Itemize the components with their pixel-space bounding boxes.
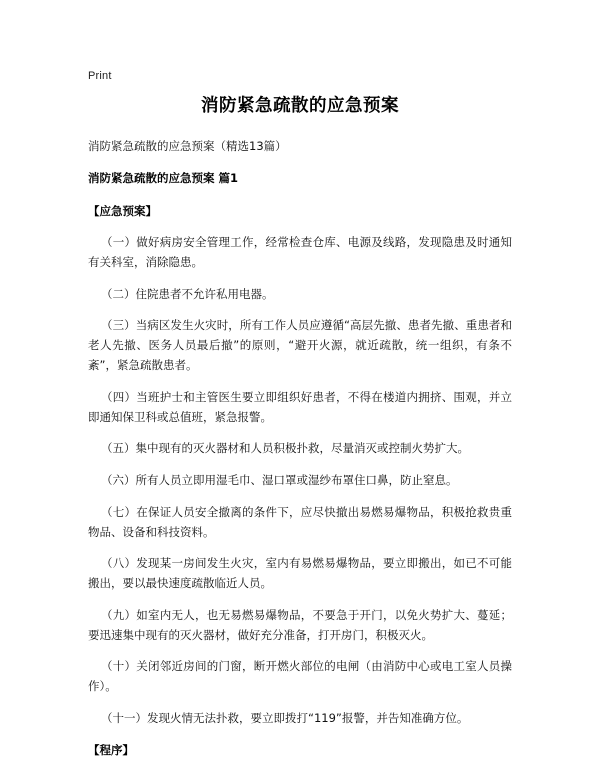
paragraph-2: （二）住院患者不允许私用电器。	[101, 286, 274, 301]
procedure-section-label: 【程序】	[88, 742, 134, 757]
paragraph-4: （四）当班护士和主管医生要立即组织好患者，不得在楼道内拥挤、围观，并立即通知保卫科或总值班，紧急报警。	[88, 389, 512, 424]
paragraph-11: （十一）发现火情无法扑救，要立即拨打“119”报警，并告知准确方位。	[101, 710, 469, 725]
document-content	[88, 92, 512, 772]
document-subtitle: 消防紧急疏散的应急预案（精选13篇）	[88, 139, 287, 153]
paragraph-7: （七）在保证人员安全撤离的条件下，应尽快撤出易燃易爆物品，积极抢救贵重物品、设备和科技资料。	[88, 504, 512, 539]
print-button[interactable]: Print	[88, 70, 112, 82]
paragraph-10: （十）关闭邻近房间的门窗，断开燃火部位的电闸（由消防中心或电工室人员操作）。	[88, 659, 512, 694]
paragraph-3: （三）当病区发生火灾时，所有工作人员应遵循“高层先撤、患者先撤、重患者和老人先撤、医务人员最后撤”的原则，“避开火源，就近疏散，统一组织，有条不紊”，紧急疏散患者。	[88, 318, 512, 372]
plan-section-label: 【应急预案】	[88, 203, 157, 218]
section-heading: 消防紧急疏散的应急预案 篇1	[88, 171, 239, 186]
paragraph-8: （八）发现某一房间发生火灾，室内有易燃易爆物品，要立即搬出，如已不可能搬出，要以最快速度疏散临近人员。	[88, 556, 512, 591]
paragraph-9: （九）如室内无人，也无易燃易爆物品，不要急于开门，以免火势扩大、蔓延；要迅速集中现有的灭火器材，做好充分准备，打开房门，积极灭火。	[88, 607, 512, 642]
page-title: 消防紧急疏散的应急预案	[201, 96, 399, 116]
paragraph-1: （一）做好病房安全管理工作，经常检查仓库、电源及线路，发现隐患及时通知有关科室，消除隐患。	[88, 235, 512, 269]
paragraph-6: （六）所有人员立即用湿毛巾、湿口罩或湿纱布罩住口鼻，防止窒息。	[101, 473, 458, 488]
paragraph-5: （五）集中现有的灭火器材和人员积极扑救，尽量消灭或控制火势扩大。	[101, 441, 469, 456]
